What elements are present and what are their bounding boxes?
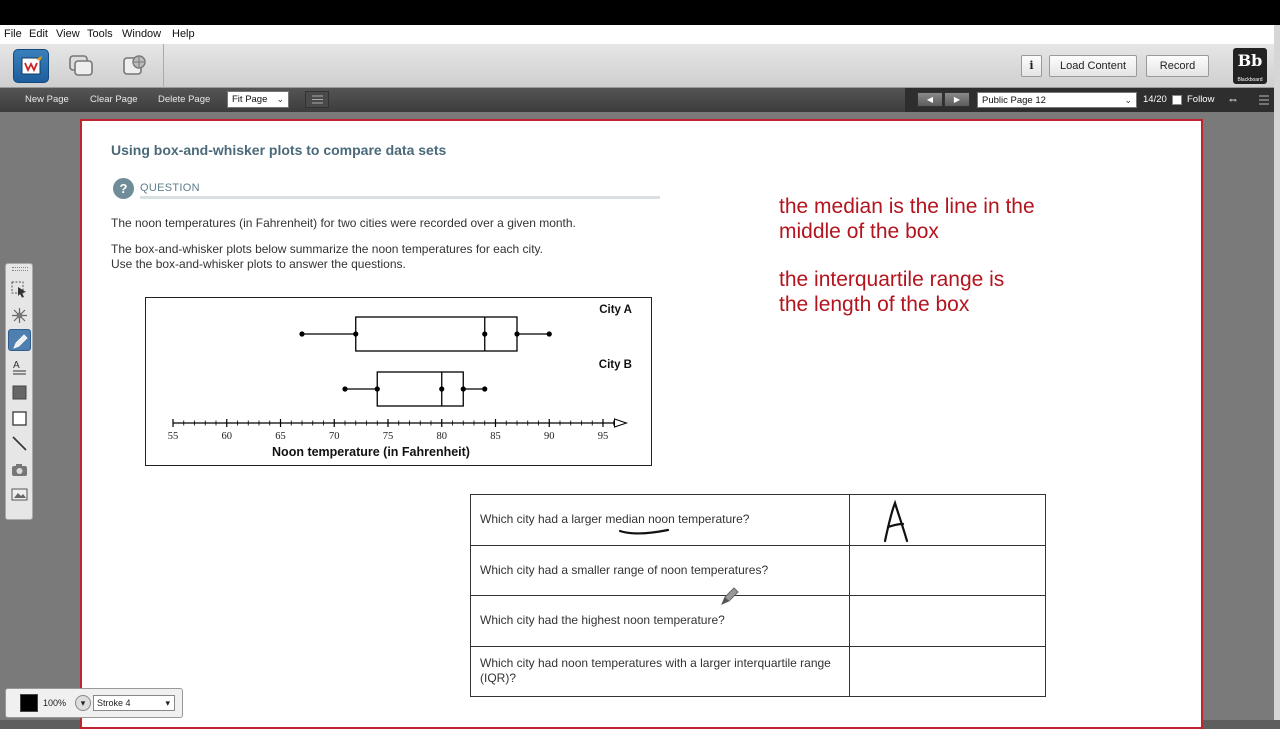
tick-label: 60 xyxy=(221,431,232,442)
instruction-line-1: The box-and-whisker plots below summarize the noon temperatures for each city. xyxy=(111,242,543,256)
page-select[interactable] xyxy=(977,92,1137,108)
instruction-line-2: Use the box-and-whisker plots to answer the questions. xyxy=(111,257,406,271)
table-row xyxy=(471,596,1046,647)
rectangle-tool[interactable] xyxy=(8,407,31,429)
arrow-right-icon: ▶ xyxy=(953,95,961,104)
page-select-value: Public Page 12 xyxy=(982,95,1046,106)
image-icon xyxy=(11,486,28,503)
next-page-button[interactable] xyxy=(944,92,970,107)
svg-text:A: A xyxy=(13,360,20,371)
question-cell: Which city had the highest noon temperature? xyxy=(471,596,850,647)
fit-page-value: Fit Page xyxy=(232,94,268,105)
tick-label: 55 xyxy=(167,431,179,442)
answer-cell[interactable] xyxy=(850,545,1046,596)
menu-view[interactable]: View xyxy=(56,28,80,40)
handwritten-underline xyxy=(618,525,674,537)
five-number-point xyxy=(514,331,519,336)
chevron-down-icon: ⌄ xyxy=(1124,95,1132,105)
menu-lines-icon xyxy=(306,92,328,107)
screenshot-tool[interactable] xyxy=(8,458,31,480)
intro-paragraph: The noon temperatures (in Fahrenheit) for two cities were recorded over a given month. xyxy=(111,216,576,230)
web-tour-button[interactable] xyxy=(116,49,152,83)
web-tour-icon xyxy=(122,54,148,78)
stroke-value: Stroke 4 xyxy=(97,698,131,708)
five-number-point xyxy=(461,386,466,391)
prev-page-button[interactable] xyxy=(917,92,943,107)
box-plot-svg xyxy=(146,298,651,465)
box-plot-figure xyxy=(145,297,652,466)
new-page-button[interactable]: New Page xyxy=(25,94,69,105)
annotation-median-line-2: middle of the box xyxy=(779,220,939,243)
logo-text: Bb xyxy=(1237,51,1263,70)
page-toolbar xyxy=(0,88,1274,112)
select-arrow-icon xyxy=(11,281,28,298)
question-cell: Which city had noon temperatures with a larger interquartile range (IQR)? xyxy=(471,646,850,697)
logo-subtext: Blackboard xyxy=(1237,77,1263,83)
arrow-left-icon: ◀ xyxy=(926,95,934,104)
question-cell: Which city had a larger median noon temperature? xyxy=(471,495,850,546)
load-content-button[interactable]: Load Content xyxy=(1049,55,1137,77)
laser-pointer-tool[interactable] xyxy=(8,304,31,326)
question-icon: ? xyxy=(113,178,134,199)
clear-page-button[interactable]: Clear Page xyxy=(90,94,138,105)
pencil-icon xyxy=(12,333,29,350)
handwritten-answer-text: A xyxy=(879,499,880,500)
record-button[interactable]: Record xyxy=(1146,55,1209,77)
series-label: City A xyxy=(599,304,632,316)
whiteboard-icon xyxy=(20,55,44,79)
chevron-down-icon: ▾ xyxy=(165,698,170,708)
chevron-down-icon: ⌄ xyxy=(276,94,284,104)
table-row xyxy=(471,646,1046,697)
stroke-settings-bar xyxy=(5,688,183,718)
select-tool[interactable] xyxy=(8,278,31,300)
application-share-button[interactable] xyxy=(62,49,98,83)
menu-file[interactable]: File xyxy=(4,28,22,40)
question-label: QUESTION xyxy=(140,182,200,194)
whiteboard-button[interactable] xyxy=(13,49,49,83)
page-count: 14/20 xyxy=(1143,94,1167,105)
text-tool[interactable] xyxy=(8,355,31,377)
answer-cell[interactable] xyxy=(850,596,1046,647)
rectangle-outline-icon xyxy=(11,410,28,427)
five-number-point xyxy=(299,331,304,336)
five-number-point xyxy=(482,331,487,336)
tick-label: 70 xyxy=(329,431,340,442)
sync-arrows-icon[interactable]: ⇔ xyxy=(1227,92,1239,106)
question-divider xyxy=(140,196,660,199)
follow-checkbox[interactable] xyxy=(1172,95,1182,105)
blackboard-logo xyxy=(1233,48,1267,84)
pencil-cursor-icon xyxy=(719,585,741,607)
delete-page-button[interactable]: Delete Page xyxy=(158,94,211,105)
vertical-scrollbar[interactable] xyxy=(1274,25,1280,720)
annotation-iqr-line-1: the interquartile range is xyxy=(779,268,1005,291)
menu-edit[interactable]: Edit xyxy=(29,28,48,40)
five-number-point xyxy=(439,386,444,391)
pointer-star-icon xyxy=(11,307,28,324)
handwritten-answer-a xyxy=(878,497,914,545)
follow-label: Follow xyxy=(1187,94,1215,105)
annotation-median-line-1: the median is the line in the xyxy=(779,195,1035,218)
page-menu-button[interactable] xyxy=(305,91,329,108)
x-axis-label: Noon temperature (in Fahrenheit) xyxy=(272,445,470,459)
five-number-point xyxy=(353,331,358,336)
question-cell: Which city had a smaller range of noon temperatures? xyxy=(471,545,850,596)
five-number-point xyxy=(482,386,487,391)
fit-page-select[interactable] xyxy=(227,91,289,108)
tick-label: 85 xyxy=(490,431,501,442)
five-number-point xyxy=(375,386,380,391)
page-title: Using box-and-whisker plots to compare data sets xyxy=(111,142,447,158)
table-row xyxy=(471,545,1046,596)
menu-tools[interactable]: Tools xyxy=(87,28,113,40)
iqr-box xyxy=(356,317,517,351)
menu-window[interactable]: Window xyxy=(122,28,162,40)
text-a-icon xyxy=(11,358,28,375)
table-row xyxy=(471,495,1046,546)
answer-cell[interactable] xyxy=(850,646,1046,697)
tick-label: 90 xyxy=(544,431,555,442)
line-icon xyxy=(11,435,28,452)
camera-icon xyxy=(11,461,28,478)
list-menu-icon[interactable] xyxy=(1256,93,1272,107)
question-table xyxy=(470,494,1046,697)
info-button[interactable]: i xyxy=(1021,55,1042,77)
app-share-icon xyxy=(68,54,94,78)
annotation-iqr-line-2: the length of the box xyxy=(779,293,970,316)
color-swatch[interactable] xyxy=(20,694,38,712)
opacity-dropdown[interactable] xyxy=(75,695,91,711)
opacity-value: 100% xyxy=(43,698,67,708)
iqr-box xyxy=(377,372,463,406)
drawing-tools-panel xyxy=(5,263,33,520)
chevron-down-icon: ▾ xyxy=(80,698,86,708)
tick-label: 75 xyxy=(382,431,394,442)
tick-label: 65 xyxy=(275,431,286,442)
pen-tool[interactable] xyxy=(8,329,31,351)
insert-image-tool[interactable] xyxy=(8,483,31,505)
tick-label: 95 xyxy=(597,431,609,442)
series-label: City B xyxy=(598,359,632,371)
stroke-select[interactable] xyxy=(93,695,175,711)
tick-label: 80 xyxy=(436,431,447,442)
filled-rectangle-tool[interactable] xyxy=(8,381,31,403)
menu-bar xyxy=(0,25,1274,44)
panel-grip[interactable] xyxy=(12,267,28,271)
toolbar-separator xyxy=(163,44,164,88)
axis-arrow xyxy=(615,419,627,427)
filled-rectangle-icon xyxy=(11,384,28,401)
menu-help[interactable]: Help xyxy=(172,28,195,40)
top-black-bar xyxy=(0,0,1280,25)
five-number-point xyxy=(342,386,347,391)
line-tool[interactable] xyxy=(8,432,31,454)
five-number-point xyxy=(547,331,552,336)
